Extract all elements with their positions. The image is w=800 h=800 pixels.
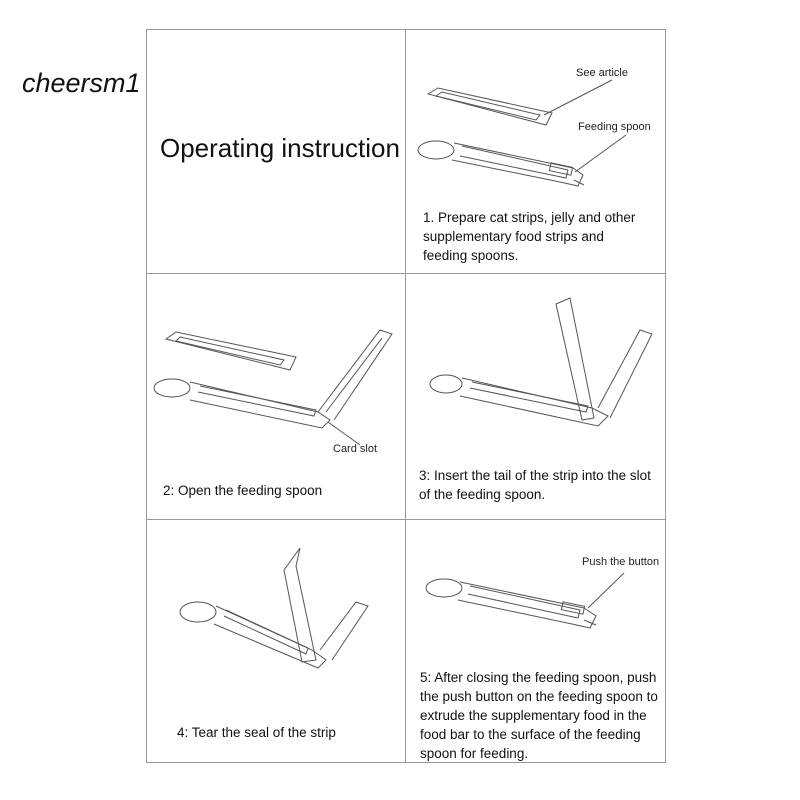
- grid-divider-row-2: [146, 519, 666, 520]
- label-push-the-button: Push the button: [582, 556, 660, 568]
- grid-divider-vertical: [405, 29, 406, 763]
- label-see-article: See article: [576, 67, 628, 79]
- step-3-line-2: of the feeding spoon.: [419, 487, 546, 502]
- step-1-line-2: supplementary food strips and: [423, 229, 604, 244]
- step-5-line-1: 5: After closing the feeding spoon, push: [420, 670, 657, 685]
- step-3-caption: [419, 466, 651, 504]
- step-5-line-2: the push button on the feeding spoon to: [420, 689, 658, 704]
- step-1-caption: [423, 208, 635, 265]
- step-5-line-3: extrude the supplementary food in the: [420, 708, 647, 723]
- page-title: Operating instruction: [160, 133, 400, 163]
- step-5-caption: [420, 668, 658, 763]
- label-card-slot: Card slot: [333, 443, 378, 455]
- watermark-text: cheersm1: [22, 68, 141, 98]
- step-4-caption: [177, 723, 336, 742]
- step-2-line-1: 2: Open the feeding spoon: [163, 483, 323, 498]
- step-2-caption: [163, 481, 322, 500]
- step-1-line-1: 1. Prepare cat strips, jelly and other: [423, 210, 636, 225]
- grid-divider-row-1: [146, 273, 666, 274]
- step-3-line-1: 3: Insert the tail of the strip into the slot: [419, 468, 651, 483]
- step-5-line-5: spoon for feeding.: [420, 746, 529, 761]
- step-1-line-3: feeding spoons.: [423, 248, 519, 263]
- label-feeding-spoon: Feeding spoon: [578, 121, 651, 133]
- step-4-line-1: 4: Tear the seal of the strip: [177, 725, 336, 740]
- step-5-line-4: food bar to the surface of the feeding: [420, 727, 641, 742]
